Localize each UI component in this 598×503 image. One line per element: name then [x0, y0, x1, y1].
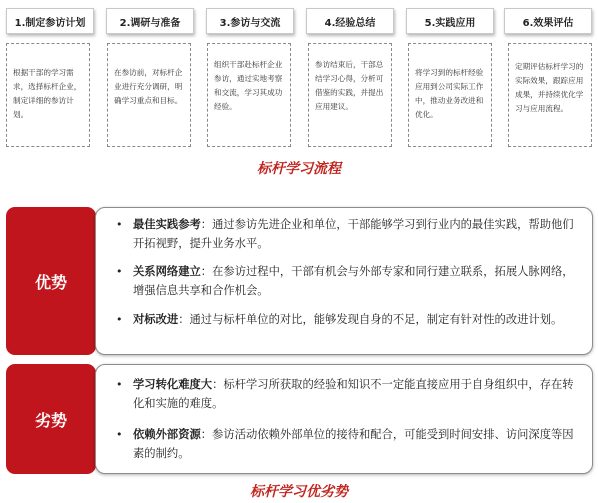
step-desc-1: 根据干部的学习需求，选择标杆企业，制定详细的参访计划。: [6, 43, 90, 147]
bullet-dot: •: [116, 378, 123, 391]
step-header-4: 4.经验总结: [306, 8, 394, 34]
analysis-caption: 标杆学习优劣势: [250, 484, 348, 500]
step-header-3: 3.参访与交流: [206, 8, 294, 34]
disadvantages-label: 劣势: [6, 364, 96, 474]
advantage-item-title: 最佳实践参考: [133, 218, 201, 231]
advantage-item-text: ：在参访过程中，干部有机会与外部专家和同行建立联系，拓展人脉网络，增强信息共享和合作机会。: [133, 265, 574, 297]
bullet-dot: •: [116, 428, 123, 441]
advantages-label: 优势: [6, 207, 96, 355]
disadvantage-item: [116, 375, 576, 413]
disadvantage-item-text: ：标杆学习所获取的经验和知识不一定能直接应用于自身组织中，存在转化和实施的难度。: [133, 378, 574, 410]
step-header-1: 1.制定参访计划: [6, 8, 94, 34]
advantage-item-text: ：通过与标杆单位的对比，能够发现自身的不足，制定有针对性的改进计划。: [178, 313, 563, 326]
advantage-item-title: 对标改进: [133, 313, 179, 326]
step-desc-5: 将学习到的标杆经验应用到公司实际工作中，推动业务改进和优化。: [408, 43, 492, 147]
advantage-item-text: ：通过参访先进企业和单位，干部能够学习到行业内的最佳实践，帮助他们开拓视野，提升业务水平。: [133, 218, 574, 250]
bullet-dot: •: [116, 313, 123, 326]
step-desc-6: 定期评估标杆学习的实际效果，跟踪应用成果，并持续优化学习与应用流程。: [508, 43, 592, 147]
step-desc-2: 在参访前，对标杆企业进行充分调研，明确学习重点和目标。: [107, 43, 191, 147]
disadvantage-item: [116, 425, 576, 463]
advantage-item-title: 关系网络建立: [133, 265, 201, 278]
step-header-2: 2.调研与准备: [106, 8, 194, 34]
step-header-5: 5.实践应用: [406, 8, 494, 34]
step-desc-3: 组织干部赴标杆企业参访，通过实地考察和交流，学习其成功经验。: [207, 43, 291, 147]
bullet-dot: •: [116, 265, 123, 278]
advantage-item: [116, 262, 576, 300]
step-desc-4: 参访结束后，干部总结学习心得，分析可借鉴的实践，并提出应用建议。: [308, 43, 392, 147]
advantages-box: [95, 207, 593, 355]
advantage-item: [116, 310, 576, 329]
disadvantage-item-title: 依赖外部资源: [133, 428, 201, 441]
advantage-item: [116, 215, 576, 253]
process-caption: 标杆学习流程: [257, 161, 341, 177]
step-header-6: 6.效果评估: [504, 8, 592, 34]
disadvantages-box: [95, 364, 593, 474]
disadvantage-item-title: 学习转化难度大: [133, 378, 213, 391]
bullet-dot: •: [116, 218, 123, 231]
disadvantage-item-text: ：参访活动依赖外部单位的接待和配合，可能受到时间安排、访问深度等因素的制约。: [133, 428, 574, 460]
